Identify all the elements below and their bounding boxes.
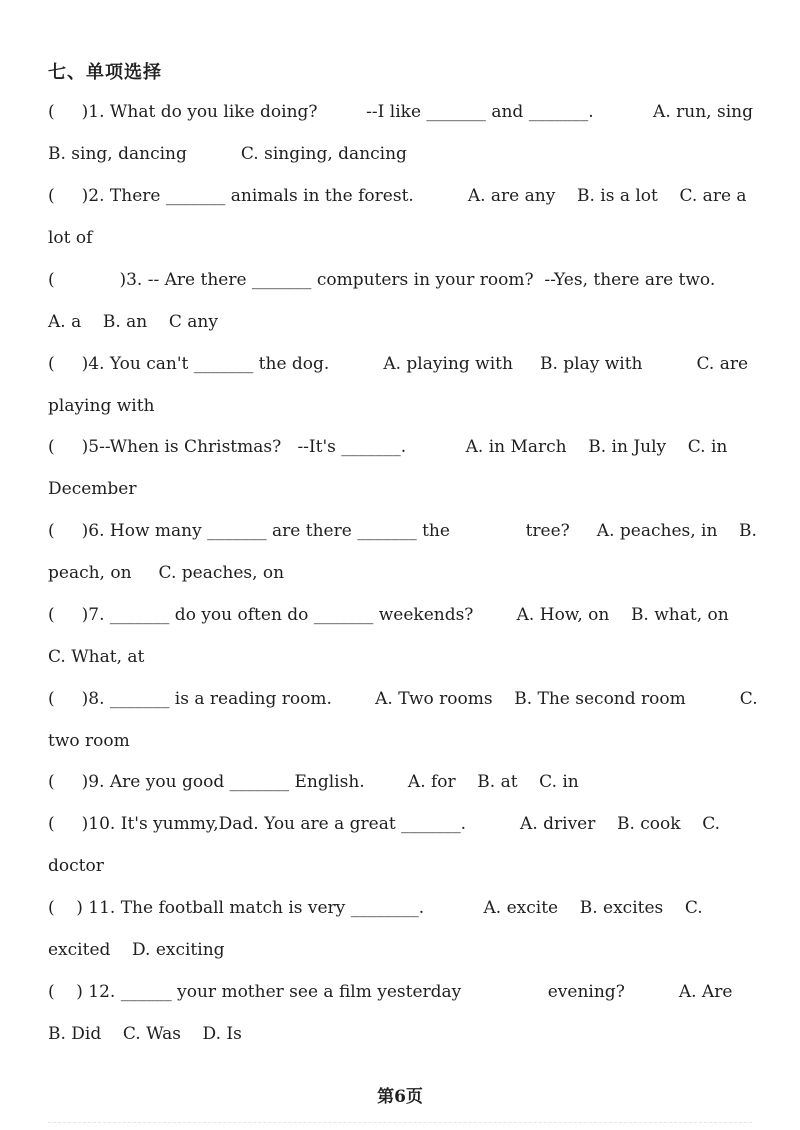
- question-12: ( ) 12. ______ your mother see a film yesterday evening? A. Are B. Did C. Was D. Is: [48, 982, 755, 1044]
- question-2: ( )2. There _______ animals in the forest. A. are any B. is a lot C. are a lot of: [48, 186, 752, 248]
- question-10: ( )10. It's yummy,Dad. You are a great _______. A. driver B. cook C. doctor: [48, 814, 726, 876]
- question-5: ( )5--When is Christmas? --It's _______. A. in March B. in July C. in December: [48, 437, 733, 499]
- question-9: ( )9. Are you good _______ English. A. for B. at C. in: [48, 772, 579, 792]
- question-8: ( )8. _______ is a reading room. A. Two rooms B. The second room C. two room: [48, 689, 763, 751]
- question-3: ( )3. -- Are there _______ computers in your room? --Yes, there are two. A. a B. an C any: [48, 270, 764, 332]
- question-11: ( ) 11. The football match is very ________. A. excite B. excites C. excited D. exciting: [48, 898, 709, 960]
- question-6: ( )6. How many _______ are there _______ the tree? A. peaches, in B. peach, on C. peaches, on: [48, 521, 763, 583]
- question-4: ( )4. You can't _______ the dog. A. playing with B. play with C. are playing with: [48, 354, 754, 416]
- question-1: ( )1. What do you like doing? --I like _______ and _______. A. run, sing B. sing, dancing C. singing, dancing: [48, 102, 775, 164]
- section-title: 七、单项选择: [48, 62, 162, 83]
- question-7: ( )7. _______ do you often do _______ weekends? A. How, on B. what, on C. What, at: [48, 605, 751, 667]
- bottom-divider: [48, 1122, 752, 1123]
- page-number: 第6页: [377, 1087, 423, 1107]
